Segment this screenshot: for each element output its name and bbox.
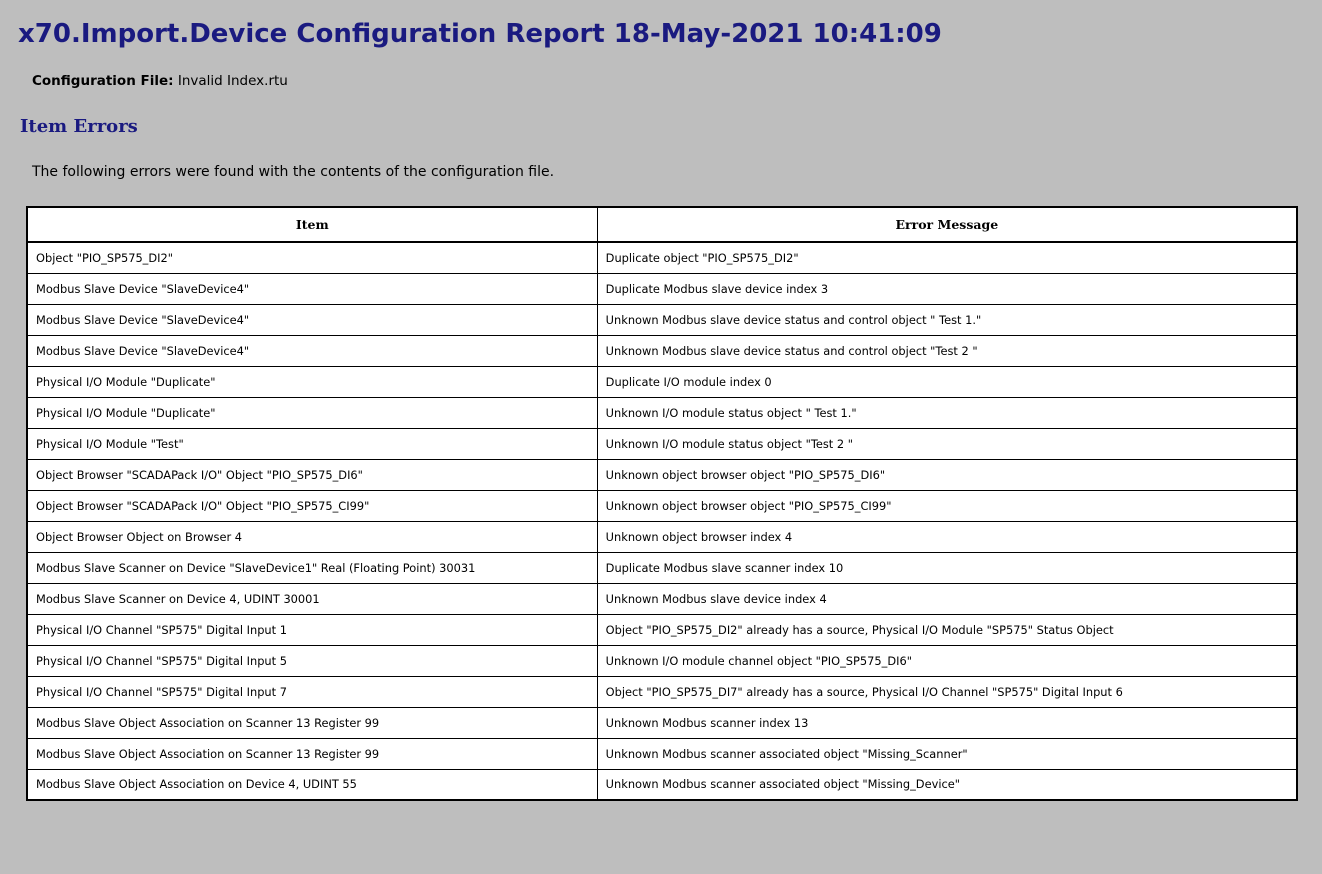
report-title: x70.Import.Device Configuration Report 18-May-2021 10:41:09 xyxy=(18,19,942,49)
item-cell: Physical I/O Channel "SP575" Digital Input 5 xyxy=(27,645,597,676)
error-message-cell: Unknown Modbus slave device status and control object "Test 2 " xyxy=(597,335,1297,366)
error-message-cell: Duplicate object "PIO_SP575_DI2" xyxy=(597,242,1297,273)
table-row xyxy=(27,583,1297,614)
error-message-cell: Unknown Modbus scanner associated object "Missing_Device" xyxy=(597,769,1297,800)
item-cell: Modbus Slave Scanner on Device 4, UDINT 30001 xyxy=(27,583,597,614)
error-message-cell: Unknown I/O module channel object "PIO_SP575_DI6" xyxy=(597,645,1297,676)
item-cell: Modbus Slave Device "SlaveDevice4" xyxy=(27,335,597,366)
configuration-file-label: Configuration File: xyxy=(32,73,174,89)
configuration-file-value: Invalid Index.rtu xyxy=(173,73,288,89)
item-cell: Physical I/O Module "Test" xyxy=(27,428,597,459)
error-message-cell: Unknown Modbus scanner associated object "Missing_Scanner" xyxy=(597,738,1297,769)
item-cell: Modbus Slave Object Association on Scanner 13 Register 99 xyxy=(27,707,597,738)
item-cell: Physical I/O Module "Duplicate" xyxy=(27,366,597,397)
error-message-cell: Unknown I/O module status object " Test 1." xyxy=(597,397,1297,428)
item-cell: Physical I/O Module "Duplicate" xyxy=(27,397,597,428)
error-message-cell: Object "PIO_SP575_DI2" already has a source, Physical I/O Module "SP575" Status Object xyxy=(597,614,1297,645)
section-title-item-errors: Item Errors xyxy=(20,116,138,137)
table-row xyxy=(27,242,1297,273)
table-row xyxy=(27,490,1297,521)
table-row xyxy=(27,304,1297,335)
table-row xyxy=(27,521,1297,552)
error-message-cell: Unknown object browser object "PIO_SP575_CI99" xyxy=(597,490,1297,521)
table-row xyxy=(27,552,1297,583)
item-cell: Object Browser "SCADAPack I/O" Object "PIO_SP575_DI6" xyxy=(27,459,597,490)
item-cell: Modbus Slave Scanner on Device "SlaveDevice1" Real (Floating Point) 30031 xyxy=(27,552,597,583)
error-message-cell: Duplicate Modbus slave scanner index 10 xyxy=(597,552,1297,583)
table-row xyxy=(27,366,1297,397)
table-row xyxy=(27,676,1297,707)
item-cell: Modbus Slave Object Association on Device 4, UDINT 55 xyxy=(27,769,597,800)
error-message-cell: Object "PIO_SP575_DI7" already has a source, Physical I/O Channel "SP575" Digital Input 6 xyxy=(597,676,1297,707)
error-message-cell: Unknown Modbus slave device index 4 xyxy=(597,583,1297,614)
table-row xyxy=(27,738,1297,769)
error-message-cell: Duplicate Modbus slave device index 3 xyxy=(597,273,1297,304)
table-row xyxy=(27,645,1297,676)
table-header-row xyxy=(27,207,1297,242)
item-cell: Modbus Slave Device "SlaveDevice4" xyxy=(27,304,597,335)
item-cell: Physical I/O Channel "SP575" Digital Input 7 xyxy=(27,676,597,707)
error-message-cell: Unknown I/O module status object "Test 2 " xyxy=(597,428,1297,459)
item-cell: Modbus Slave Device "SlaveDevice4" xyxy=(27,273,597,304)
table-row xyxy=(27,397,1297,428)
item-cell: Object Browser Object on Browser 4 xyxy=(27,521,597,552)
table-row xyxy=(27,459,1297,490)
error-message-cell: Duplicate I/O module index 0 xyxy=(597,366,1297,397)
column-header-error-message: Error Message xyxy=(597,207,1297,242)
table-row xyxy=(27,428,1297,459)
errors-table-body xyxy=(27,242,1297,800)
intro-text: The following errors were found with the contents of the configuration file. xyxy=(32,164,555,180)
error-message-cell: Unknown Modbus scanner index 13 xyxy=(597,707,1297,738)
item-cell: Physical I/O Channel "SP575" Digital Input 1 xyxy=(27,614,597,645)
column-header-item: Item xyxy=(27,207,597,242)
table-row xyxy=(27,273,1297,304)
item-cell: Modbus Slave Object Association on Scanner 13 Register 99 xyxy=(27,738,597,769)
error-message-cell: Unknown object browser object "PIO_SP575_DI6" xyxy=(597,459,1297,490)
table-row xyxy=(27,707,1297,738)
table-row xyxy=(27,614,1297,645)
item-cell: Object "PIO_SP575_DI2" xyxy=(27,242,597,273)
configuration-file-line xyxy=(32,71,288,91)
error-message-cell: Unknown Modbus slave device status and control object " Test 1." xyxy=(597,304,1297,335)
item-cell: Object Browser "SCADAPack I/O" Object "PIO_SP575_CI99" xyxy=(27,490,597,521)
table-row xyxy=(27,769,1297,800)
table-row xyxy=(27,335,1297,366)
error-message-cell: Unknown object browser index 4 xyxy=(597,521,1297,552)
errors-table xyxy=(26,206,1298,801)
